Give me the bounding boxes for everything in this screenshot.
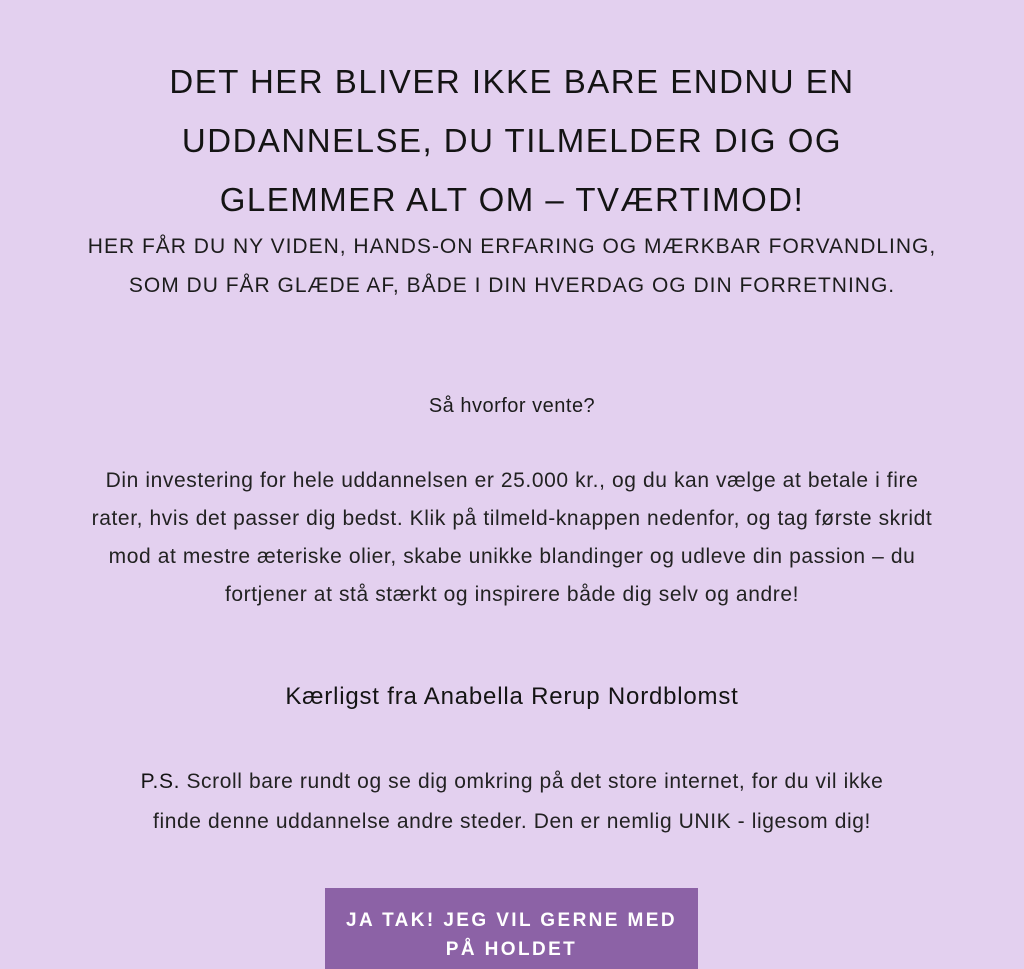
- question-text: Så hvorfor vente?: [428, 395, 596, 417]
- ps-label: P.S.: [140, 770, 181, 793]
- ps-text: Scroll bare rundt og se dig omkring på det store internet, for du vil ikke finde denne uddannelse andre steder. Den er nemlig UNIK - ligesom dig!: [153, 770, 884, 833]
- ps-paragraph: [120, 762, 904, 842]
- signature: Kærligst fra Anabella Rerup Nordblomst: [285, 683, 739, 710]
- signup-button[interactable]: JA TAK! JEG VIL GERNE MED PÅ HOLDET: [325, 888, 698, 969]
- subheadline: HER FÅR DU NY VIDEN, HANDS-ON ERFARING OG MÆRKBAR FORVANDLING, SOM DU FÅR GLÆDE AF, BÅDE I DIN HVERDAG OG DIN FORRETNING.: [87, 235, 937, 297]
- headline: DET HER BLIVER IKKE BARE ENDNU EN UDDANNELSE, DU TILMELDER DIG OG GLEMMER ALT OM – TVÆRTIMOD!: [169, 63, 855, 218]
- investment-paragraph: Din investering for hele uddannelsen er 25.000 kr., og du kan vælge at betale i fire rater, hvis det passer dig bedst. Klik på tilmeld-knappen nedenfor, og tag første skridt mod at mestre æteriske olier, skabe unikke blandinger og udleve din passion – du fortjener at stå stærkt og inspirere både dig selv og andre!: [91, 469, 933, 606]
